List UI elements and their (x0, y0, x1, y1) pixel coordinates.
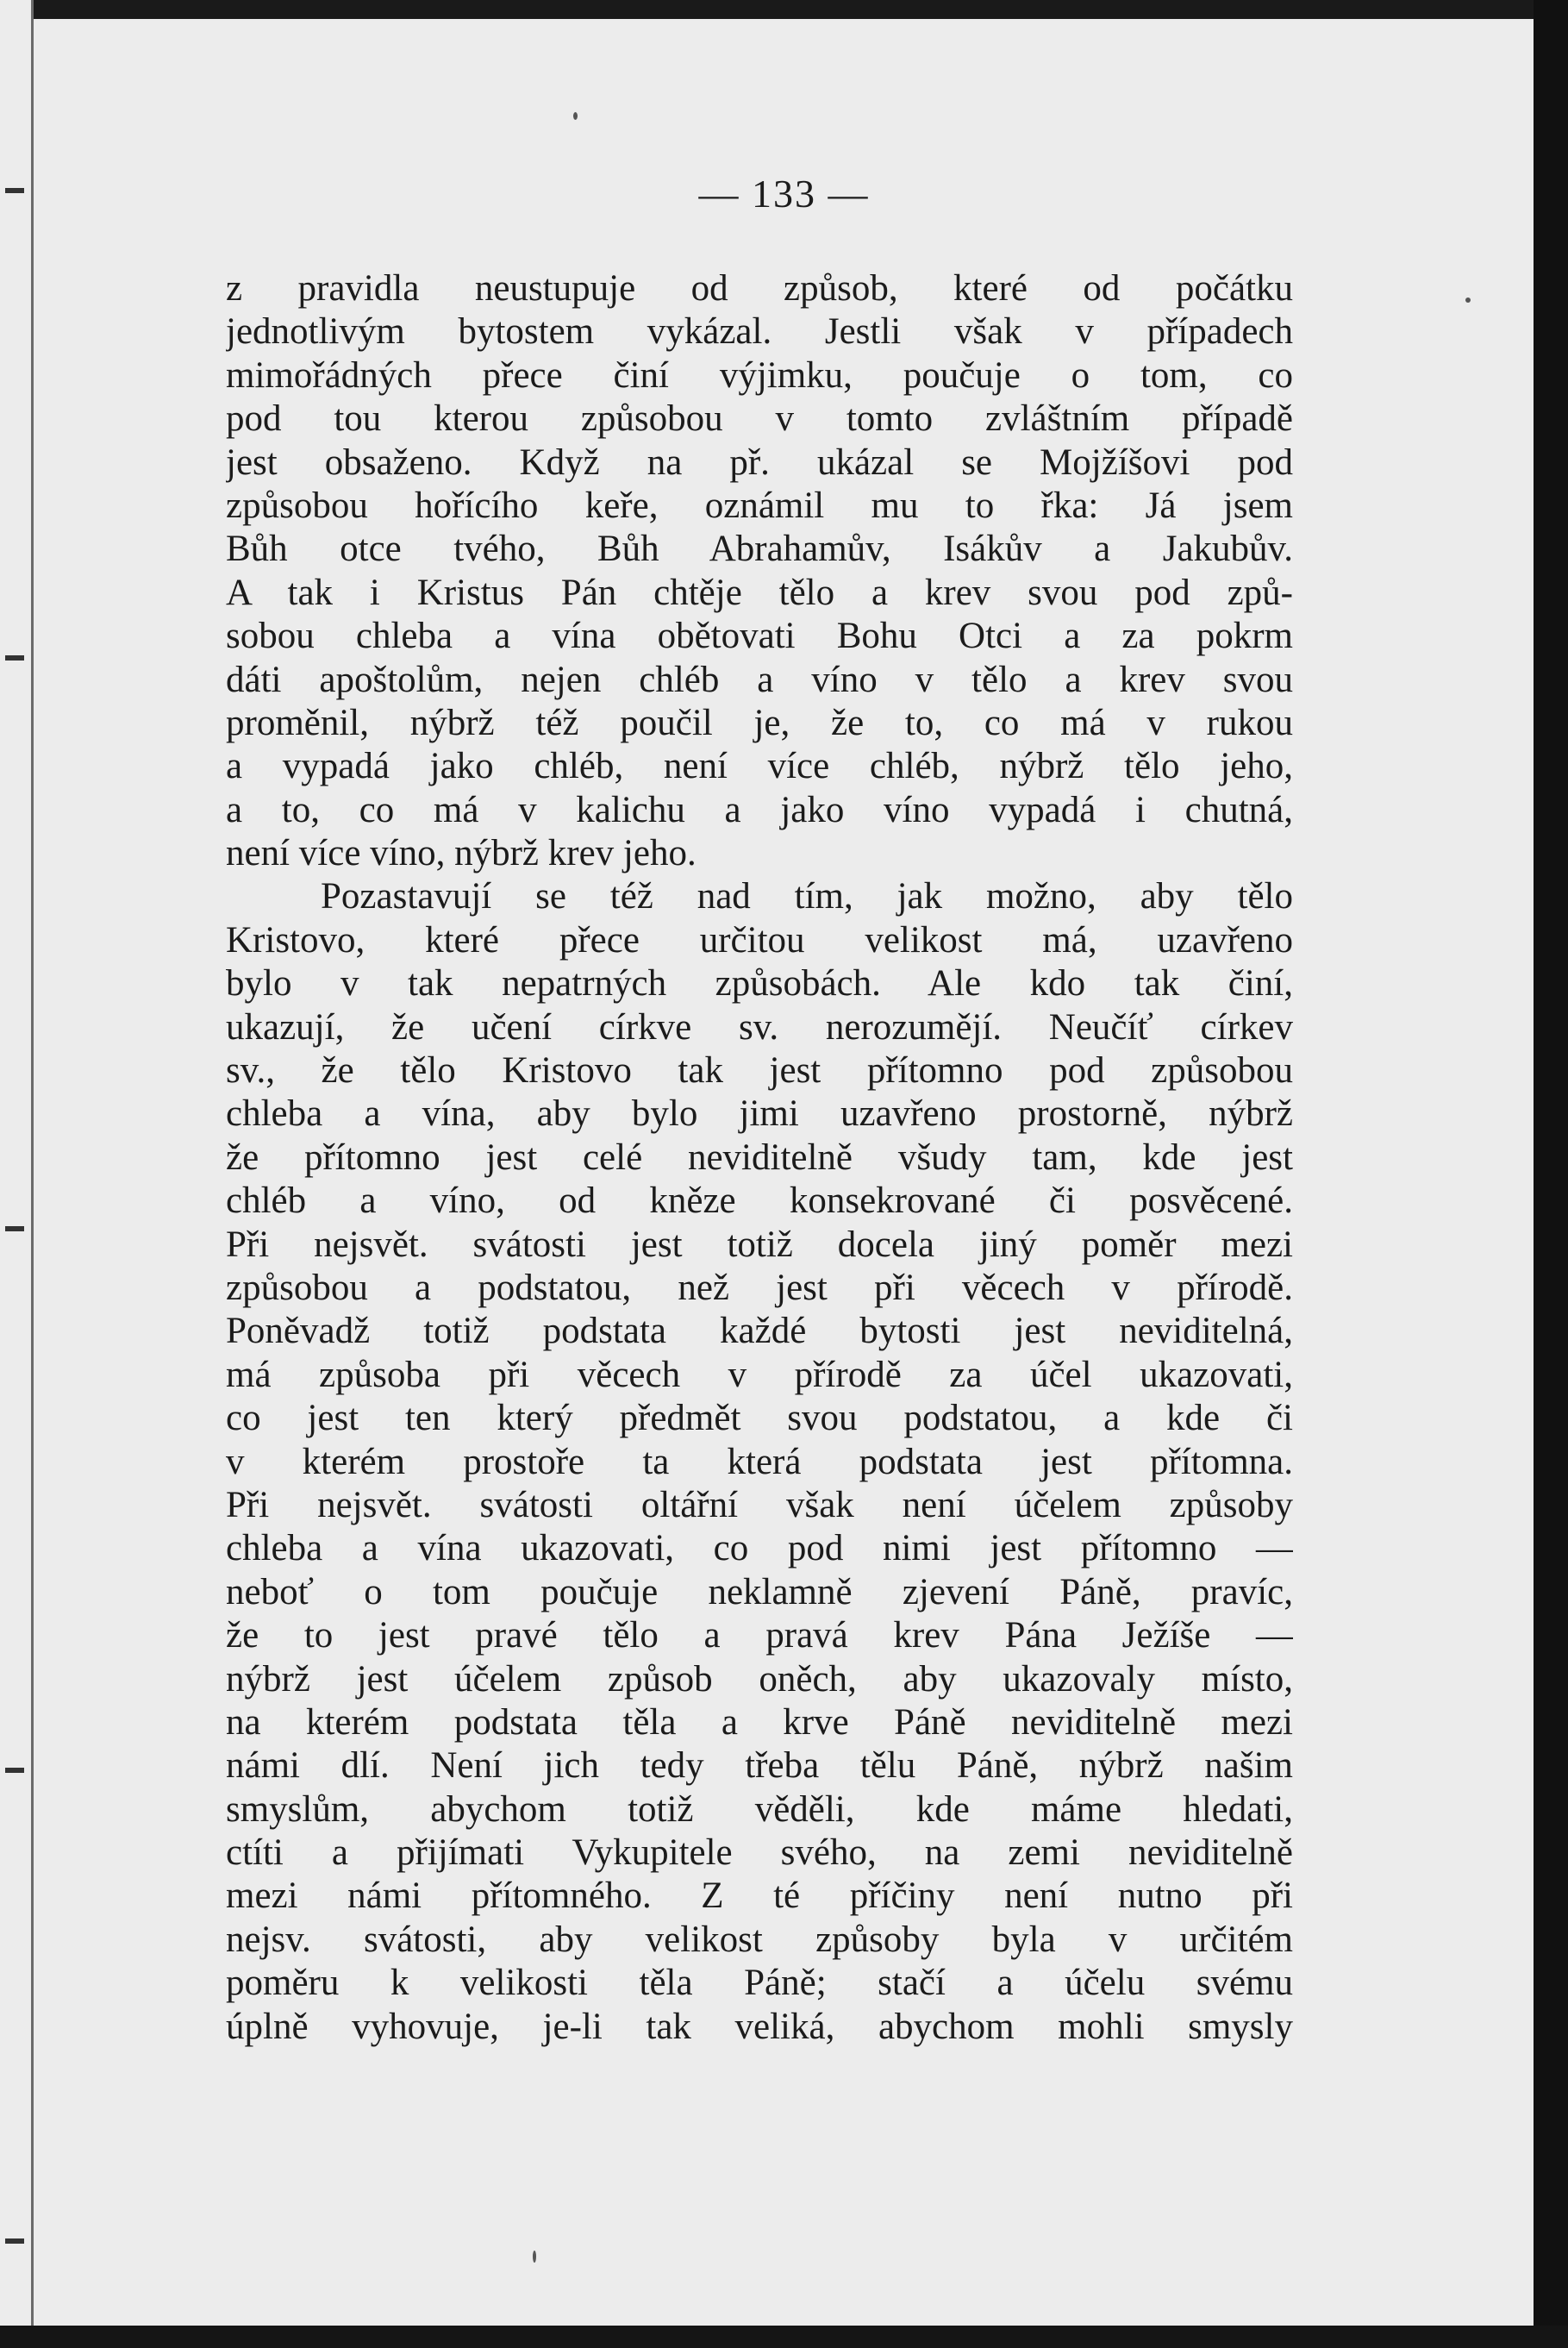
text-line: v kterém prostoře ta která podstata jest přítomna. (226, 1441, 1293, 1482)
text-line: způsobou hořícího keře, oznámil mu to řka: Já jsem (226, 485, 1293, 526)
scan-border-top (31, 0, 1534, 19)
text-line: sobou chleba a vína obětovati Bohu Otci a za pokrm (226, 616, 1293, 657)
text-line: nejsv. svátosti, aby velikost způsoby byla v určitém (226, 1919, 1293, 1960)
binding-mark (5, 655, 24, 661)
scan-border-bottom (0, 2326, 1568, 2348)
text-line: způsobou a podstatou, než jest při věcech v přírodě. (226, 1267, 1293, 1308)
text-line: sv., že tělo Kristovo tak jest přítomno pod způsobou (226, 1050, 1293, 1092)
text-line: že přítomno jest celé neviditelně všudy tam, kde jest (226, 1136, 1293, 1178)
text-line: námi dlí. Není jich tedy třeba tělu Páně, nýbrž našim (226, 1745, 1293, 1787)
text-line: jest obsaženo. Když na př. ukázal se Mojžíšovi pod (226, 441, 1293, 483)
body-text (226, 267, 1293, 2049)
text-line: Bůh otce tvého, Bůh Abrahamův, Isákův a Jakubův. (226, 529, 1293, 570)
text-line: má způsoba při věcech v přírodě za účel ukazovati, (226, 1354, 1293, 1395)
text-line: mezi námi přítomného. Z té příčiny není nutno při (226, 1875, 1293, 1917)
text-line: Při nejsvět. svátosti oltářní však není účelem způsoby (226, 1484, 1293, 1525)
binding-mark (5, 1768, 24, 1773)
text-line: ukazují, že učení církve sv. nerozumějí. Neučíť církev (226, 1006, 1293, 1048)
text-line: pod tou kterou způsobou v tomto zvláštním případě (226, 398, 1293, 440)
text-line: chleba a vína ukazovati, co pod nimi jest přítomno — (226, 1528, 1293, 1569)
text-line: dáti apoštolům, nejen chléb a víno v tělo a krev svou (226, 659, 1293, 700)
page-number: — 133 — (698, 172, 870, 216)
text-line: jednotlivým bytostem vykázal. Jestli však v případech (226, 311, 1293, 353)
text-line: na kterém podstata těla a krve Páně neviditelně mezi (226, 1701, 1293, 1743)
text-line: nýbrž jest účelem způsob oněch, aby ukazovaly místo, (226, 1658, 1293, 1700)
text-line: neboť o tom poučuje neklamně zjevení Páně, pravíc, (226, 1571, 1293, 1612)
text-line: poměru k velikosti těla Páně; stačí a účelu svému (226, 1963, 1293, 2004)
text-line: a vypadá jako chléb, není více chléb, nýbrž tělo jeho, (226, 746, 1293, 787)
text-line: že to jest pravé tělo a pravá krev Pána Ježíše — (226, 1615, 1293, 1656)
text-line: bylo v tak nepatrných způsobách. Ale kdo tak činí, (226, 963, 1293, 1005)
text-line: mimořádných přece činí výjimku, poučuje o tom, co (226, 354, 1293, 396)
text-line: co jest ten který předmět svou podstatou, a kde či (226, 1398, 1293, 1439)
text-line: úplně vyhovuje, je-li tak veliká, abychom mohli smysly (226, 2006, 1293, 2047)
text-line: Kristovo, které přece určitou velikost má, uzavřeno (226, 919, 1293, 961)
binding-mark (5, 1226, 24, 1231)
scan-border-right (1534, 0, 1568, 2348)
text-line: Při nejsvět. svátosti jest totiž docela jiný poměr mezi (226, 1224, 1293, 1265)
binding-mark (5, 2238, 24, 2244)
text-line: není více víno, nýbrž krev jeho. (226, 833, 697, 874)
scan-speck (533, 2251, 536, 2263)
text-line: A tak i Kristus Pán chtěje tělo a krev svou pod způ- (226, 572, 1293, 613)
text-line: ctíti a přijímati Vykupitele svého, na zemi neviditelně (226, 1832, 1293, 1874)
text-line: Poněvadž totiž podstata každé bytosti jest neviditelná, (226, 1311, 1293, 1352)
text-line: Pozastavují se též nad tím, jak možno, aby tělo (321, 876, 1293, 917)
scan-border-left (0, 0, 34, 2348)
text-line: proměnil, nýbrž též poučil je, že to, co má v rukou (226, 702, 1293, 743)
text-line: smyslům, abychom totiž věděli, kde máme hledati, (226, 1788, 1293, 1830)
scan-speck (573, 112, 578, 120)
text-line: z pravidla neustupuje od způsob, které od počátku (226, 268, 1293, 309)
scan-speck (1465, 297, 1471, 303)
text-line: chléb a víno, od kněze konsekrované či posvěcené. (226, 1180, 1293, 1222)
text-line: chleba a vína, aby bylo jimi uzavřeno prostorně, nýbrž (226, 1093, 1293, 1135)
text-line: a to, co má v kalichu a jako víno vypadá i chutná, (226, 789, 1293, 830)
